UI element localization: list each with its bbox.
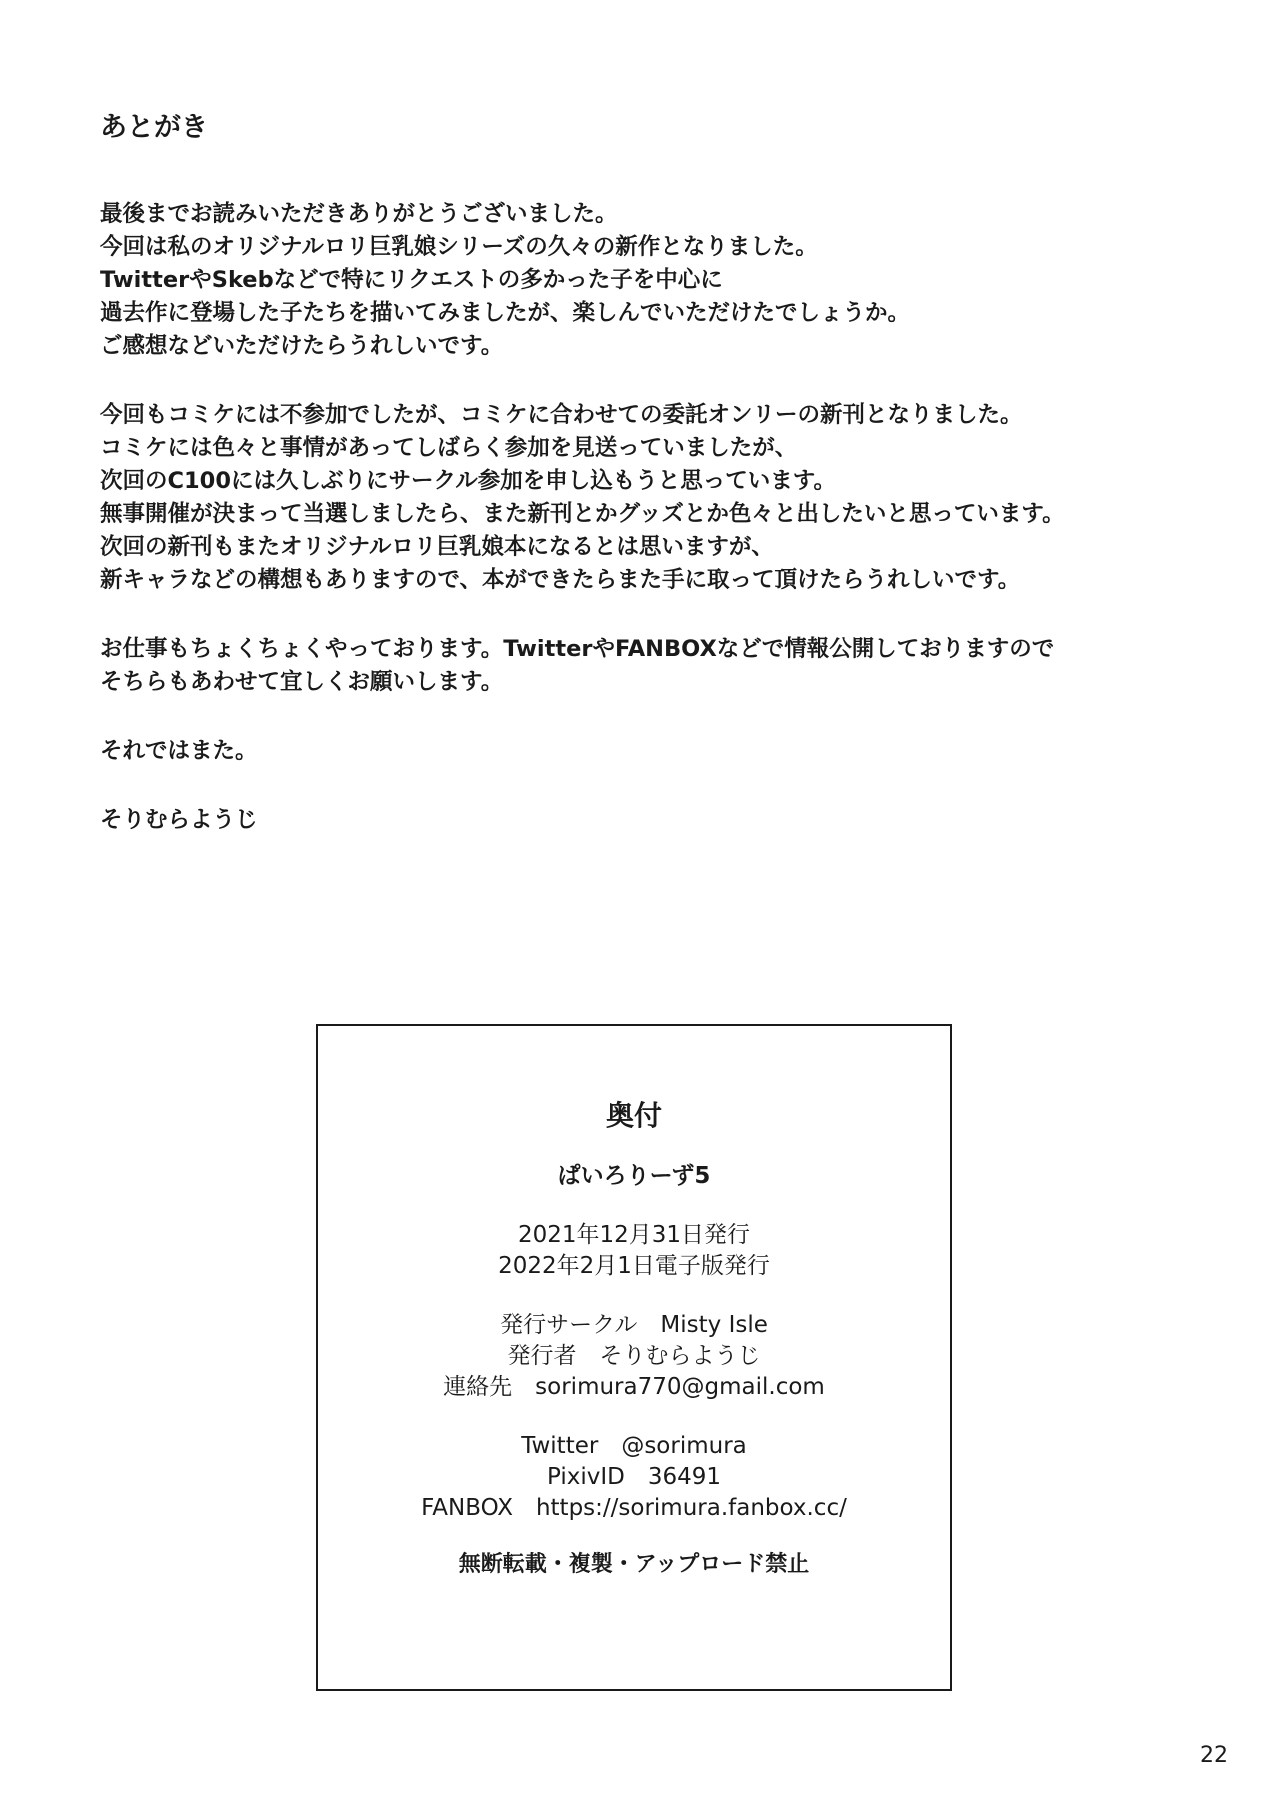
afterword-line: ご感想などいただけたらうれしいです。 (100, 333, 504, 359)
colophon-links (318, 1431, 950, 1524)
afterword-line: それではまた。 (100, 738, 258, 764)
afterword-line: 新キャラなどの構想もありますので、本ができたらまた手に取って頂けたらうれしいです。 (100, 567, 1021, 593)
colophon-contact: 連絡先 sorimura770@gmail.com (443, 1374, 825, 1400)
colophon-book-title: ぱいろりーず5 (557, 1163, 711, 1189)
colophon-date-line: 2022年2月1日電子版発行 (498, 1253, 770, 1279)
afterword-line: 無事開催が決まって当選しましたら、また新刊とかグッズとか色々と出したいと思っています。 (100, 501, 1065, 527)
page-number: 22 (1200, 1743, 1228, 1768)
colophon-notice: 無断転載・複製・アップロード禁止 (458, 1552, 810, 1577)
afterword-line: TwitterやSkebなどで特にリクエストの多かった子を中心に (100, 267, 723, 293)
colophon-fanbox: FANBOX https://sorimura.fanbox.cc/ (421, 1495, 847, 1521)
afterword-line: 今回もコミケには不参加でしたが、コミケに合わせての委託オンリーの新刊となりました。 (100, 402, 1023, 428)
afterword-paragraph-1 (100, 198, 1220, 363)
colophon-twitter: Twitter @sorimura (521, 1433, 747, 1459)
colophon-title: 奥付 (605, 1099, 662, 1132)
colophon-box (316, 1024, 952, 1691)
afterword-section (100, 108, 1220, 837)
afterword-paragraph-2 (100, 399, 1220, 597)
afterword-line: コミケには色々と事情があってしばらく参加を見送っていましたが、 (100, 435, 798, 461)
afterword-line: お仕事もちょくちょくやっております。TwitterやFANBOXなどで情報公開しておりますので (100, 636, 1055, 662)
afterword-line: 次回のC100には久しぶりにサークル参加を申し込もうと思っています。 (100, 468, 837, 494)
afterword-line: 次回の新刊もまたオリジナルロリ巨乳娘本になるとは思いますが、 (100, 534, 774, 560)
afterword-body (100, 198, 1220, 768)
afterword-title: あとがき (100, 112, 208, 143)
afterword-signature: そりむらようじ (100, 807, 258, 833)
afterword-line: 最後までお読みいただきありがとうございました。 (100, 201, 618, 227)
afterword-paragraph-3 (100, 633, 1220, 699)
colophon-author: 発行者 そりむらようじ (507, 1343, 761, 1369)
colophon-circle: 発行サークル Misty Isle (500, 1312, 768, 1338)
colophon-dates (318, 1220, 950, 1282)
afterword-line: 過去作に登場した子たちを描いてみましたが、楽しんでいただけたでしょうか。 (100, 300, 911, 326)
colophon-pixiv: PixivID 36491 (546, 1464, 722, 1490)
afterword-line: そちらもあわせて宜しくお願いします。 (100, 669, 504, 695)
colophon-date-line: 2021年12月31日発行 (517, 1222, 751, 1248)
afterword-paragraph-4 (100, 735, 1220, 768)
afterword-line: 今回は私のオリジナルロリ巨乳娘シリーズの久々の新作となりました。 (100, 234, 818, 260)
colophon-publisher (318, 1310, 950, 1403)
